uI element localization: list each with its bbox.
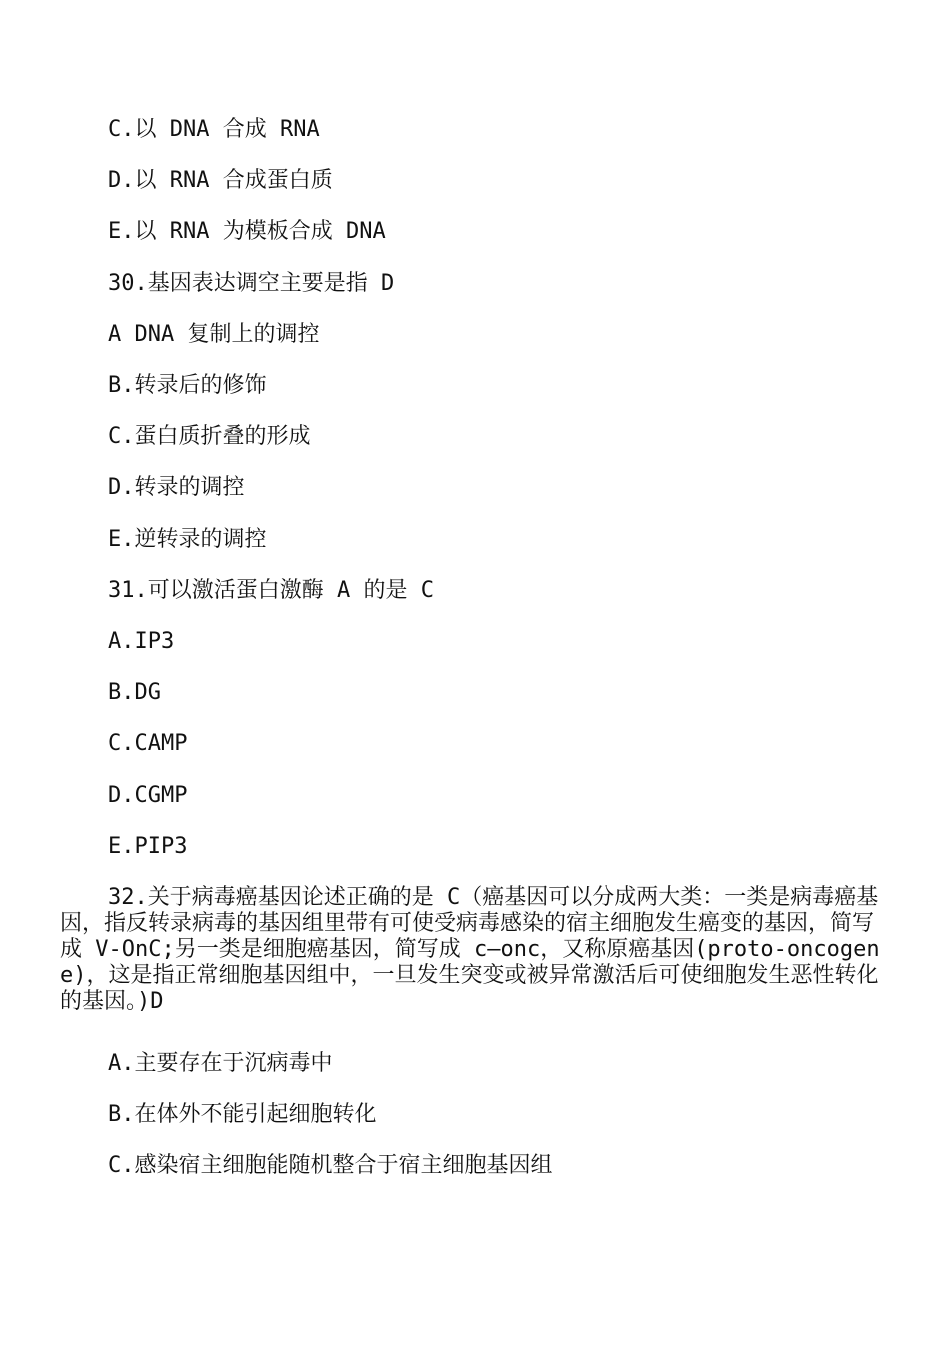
- option-a-32: A.主要存在于沉病毒中: [108, 1051, 333, 1076]
- option-c-31: C.CAMP: [108, 731, 188, 756]
- option-b-32: B.在体外不能引起细胞转化: [108, 1102, 377, 1127]
- option-b-31: B.DG: [108, 680, 161, 705]
- option-c-29: C.以 DNA 合成 RNA: [108, 117, 320, 142]
- option-d-29: D.以 RNA 合成蛋白质: [108, 168, 333, 193]
- question-30: 30.基因表达调空主要是指 D: [108, 271, 395, 296]
- question-32: 32.关于病毒癌基因论述正确的是 C（癌基因可以分成两大类：一类是病毒癌基因，指反转录病毒的基因组里带有可使受病毒感染的宿主细胞发生癌变的基因，简写成 V-OnC;另一类是细胞癌基因，简写成 c—onc，又称原癌基因(proto-oncogene)，这是指正常细胞基因组中，一旦发生突变或被异常激活后可使细胞发生恶性转化的基因。)D: [60, 885, 880, 1014]
- option-a-31: A.IP3: [108, 629, 175, 654]
- option-d-30: D.转录的调控: [108, 475, 245, 500]
- option-e-31: E.PIP3: [108, 834, 188, 859]
- option-e-29: E.以 RNA 为模板合成 DNA: [108, 219, 386, 244]
- option-a-30: A DNA 复制上的调控: [108, 322, 320, 347]
- option-d-31: D.CGMP: [108, 783, 188, 808]
- option-c-32: C.感染宿主细胞能随机整合于宿主细胞基因组: [108, 1153, 553, 1178]
- option-b-30: B.转录后的修饰: [108, 373, 267, 398]
- question-31: 31.可以激活蛋白激酶 A 的是 C: [108, 578, 434, 603]
- option-e-30: E.逆转录的调控: [108, 527, 267, 552]
- option-c-30: C.蛋白质折叠的形成: [108, 424, 311, 449]
